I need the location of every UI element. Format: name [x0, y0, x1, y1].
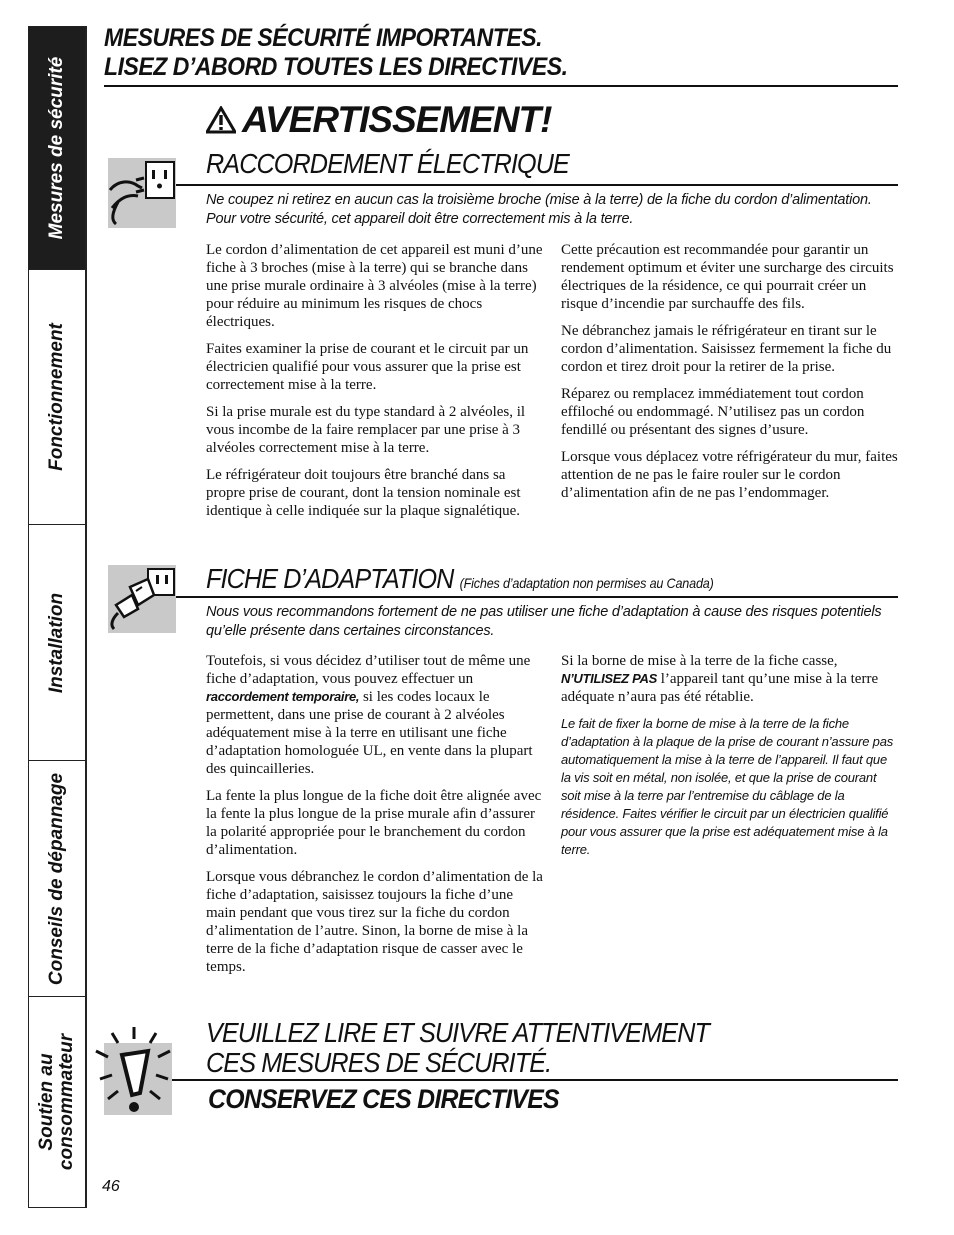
adapter-plug-icon: [108, 565, 176, 633]
tab-label: Installation: [46, 592, 67, 693]
section1-rule: [176, 184, 898, 186]
paragraph: Réparez ou remplacez immédiatement tout cordon effiloché ou endommagé. N’utilisez pas un cordon fendillé ou présentant des signes d’usure.: [561, 386, 865, 438]
section2-left-column: [206, 652, 544, 985]
tab-label: Fonctionnement: [46, 323, 67, 471]
section1-right-column: [561, 241, 899, 511]
warning-heading: [206, 99, 551, 141]
section2-title-text: FICHE D’ADAPTATION: [206, 563, 454, 594]
tab-label-line2: consommateur: [56, 1033, 77, 1171]
tab-label: [37, 1034, 77, 1170]
tab-conseils-de-depannage[interactable]: [29, 761, 85, 997]
section1-intro: Ne coupez ni retirez en aucun cas la troisième broche (mise à la terre) de la fiche du cordon d’alimentation. Pour votre sécurité, cet appareil doit être correctement mis à la terre.: [206, 192, 872, 227]
tab-installation[interactable]: [29, 525, 85, 761]
tab-fonctionnement[interactable]: [29, 270, 85, 525]
paragraph: Faites examiner la prise de courant et le circuit par un électricien qualifié pour vous assurer que la prise est correctement mise à la terre.: [206, 341, 529, 393]
paragraph: Lorsque vous débranchez le cordon d’alimentation de la fiche d’adaptation, saisissez toujours la fiche d’une main pendant que vous tirez sur la fiche du cordon d’alimentation de l’autre. Sinon, la borne de mise à la terre de la fiche d’adaptation risque de casser avec le temps.: [206, 869, 543, 975]
warning-text: AVERTISSEMENT!: [242, 99, 552, 140]
paragraph: Lorsque vous déplacez votre réfrigérateur du mur, faites attention de ne pas le faire rouler sur le cordon d’alimentation afin de ne pas l’endommager.: [561, 449, 898, 501]
tab-mesures-de-securite[interactable]: [29, 27, 85, 270]
page-number: 46: [102, 1178, 120, 1195]
section2-title: [206, 563, 714, 595]
paragraph: Cette précaution est recommandée pour garantir un rendement optimum et éviter une surcharge des circuits électriques de la résidence, ce qui pourrait créer un risque d’incendie par surchauffe des fils.: [561, 242, 894, 312]
page-header: [104, 24, 898, 87]
note-paragraph: Le fait de fixer la borne de mise à la terre de la fiche d’adaptation à la plaque de la prise de courant n’assure pas automatiquement la mise à la terre de l’appareil. Il faut que la vis soit en métal, non isolée, et que la prise de courant soit mise à la terre par l’entremise du câblage de la résidence. Faites vérifier le circuit par un électricien qualifié pour vous assurer que la prise est adéquatement mise à la terre.: [561, 716, 894, 857]
section2-subtitle: (Fiches d’adaptation non permises au Canada): [459, 575, 714, 591]
section2-right-column: [561, 652, 897, 868]
closing-line2: CES MESURES DE SÉCURITÉ.: [206, 1047, 552, 1078]
text-run: Si la borne de mise à la terre de la fiche casse,: [561, 653, 838, 669]
bold-term: N’UTILISEZ PAS: [561, 671, 657, 686]
paragraph: [206, 652, 544, 778]
header-line1: MESURES DE SÉCURITÉ IMPORTANTES.: [104, 24, 543, 52]
closing-rule: [172, 1079, 898, 1081]
tab-soutien-au-consommateur[interactable]: [29, 997, 85, 1207]
text-run: Toutefois, si vous décidez d’utiliser tout de même une fiche d’adaptation, vous pouvez effectuer un: [206, 653, 531, 687]
text-run: l’appareil tant qu’une mise à la terre adéquate n’aura pas été rétablie.: [561, 671, 879, 705]
closing-line1: VEUILLEZ LIRE ET SUIVRE ATTENTIVEMENT: [206, 1017, 710, 1048]
paragraph: Le cordon d’alimentation de cet appareil est muni d’une fiche à 3 broches (mise à la terre) qui se branche dans une prise murale ordinaire à 3 alvéoles (mise à la terre) pour réduire au minimum les risques de chocs électriques.: [206, 242, 543, 330]
paragraph: Le réfrigérateur doit toujours être branché dans sa propre prise de courant, dont la tension nominale est identique à celle indiquée sur la plaque signalétique.: [206, 467, 521, 519]
section1-title: RACCORDEMENT ÉLECTRIQUE: [206, 148, 569, 179]
plug-outlet-icon: [108, 158, 176, 228]
paragraph: La fente la plus longue de la fiche doit être alignée avec la fente la plus longue de la prise murale afin d’assurer la polarité appropriée pour le branchement du cordon d’alimentation.: [206, 788, 542, 858]
sidebar-tabs: [28, 26, 87, 1208]
paragraph: [561, 652, 897, 706]
tab-label: Conseils de dépannage: [46, 772, 67, 985]
paragraph: Si la prise murale est du type standard à 2 alvéoles, il vous incombe de la faire remplacer par une prise à 3 alvéoles correctement mise à la terre.: [206, 404, 526, 456]
section2-rule: [176, 596, 898, 598]
paragraph: Ne débranchez jamais le réfrigérateur en tirant sur le cordon d’alimentation. Saisissez fermement la fiche du cordon et tirez droit pour la retirer de la prise.: [561, 323, 892, 375]
closing-save: CONSERVEZ CES DIRECTIVES: [208, 1084, 559, 1114]
text-run: si les codes locaux le permettent, dans une prise de courant à 2 alvéoles adéquatement mise à la terre en utilisant une fiche d’adaptation homologuée UL, en vente dans la plupart des quincailleries.: [206, 689, 533, 777]
bold-term: raccordement temporaire,: [206, 689, 360, 704]
tab-label: Mesures de sécurité: [46, 56, 67, 240]
section2-intro: Nous vous recommandons fortement de ne pas utiliser une fiche d’adaptation à cause des risques potentiels qu’elle présente dans certaines circonstances.: [206, 604, 882, 639]
exclamation-alert-icon: [104, 1043, 172, 1115]
closing-title: [206, 1018, 709, 1078]
section1-left-column: [206, 241, 544, 529]
header-line2: LISEZ D’ABORD TOUTES LES DIRECTIVES.: [104, 53, 568, 81]
tab-label-line1: Soutien au: [36, 1053, 57, 1151]
warning-triangle-icon: [206, 106, 236, 134]
